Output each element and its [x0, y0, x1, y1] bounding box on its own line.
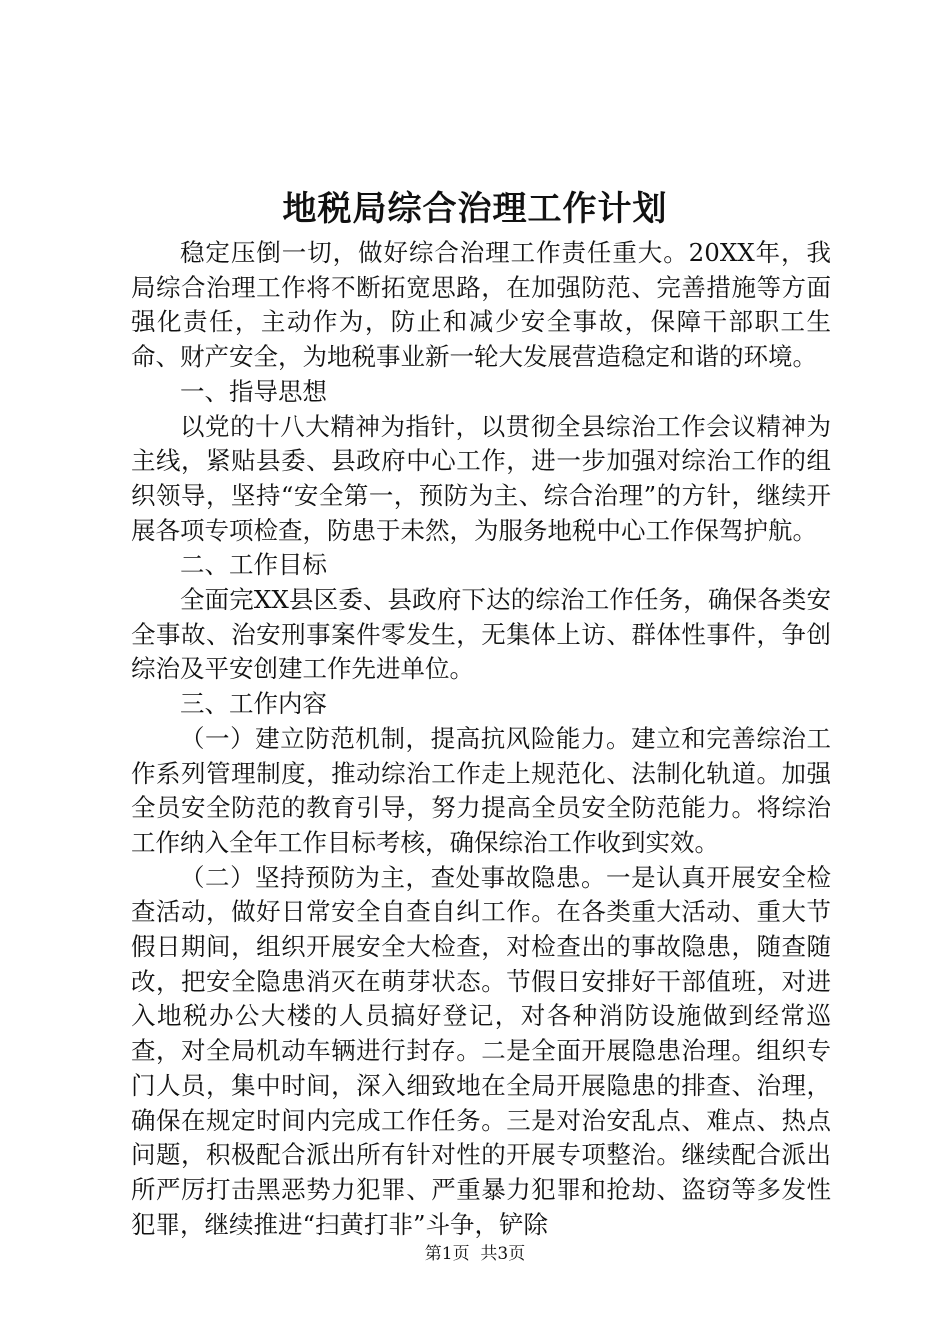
- section-heading-guiding-ideology: 一、指导思想: [180, 376, 327, 406]
- guiding-ideology-paragraph: 以党的十八大精神为指针，以贯彻全县综治工作会议精神为主线，紧贴县委、县政府中心工作，进一步加强对综治工作的组织领导，坚持“安全第一，预防为主、综合治理”的方针，继续开展各项专项检查，防患于未然，为服务地税中心工作保驾护航。: [131, 411, 831, 545]
- work-goals-paragraph: 全面完XX县区委、县政府下达的综治工作任务，确保各类安全事故、治安刑事案件零发生，无集体上访、群体性事件，争创综治及平安创建工作先进单位。: [131, 585, 831, 684]
- section-heading-work-content: 三、工作内容: [180, 689, 327, 719]
- work-content-item-2: （二）坚持预防为主，查处事故隐患。一是认真开展安全检查活动，做好日常安全自查自纠工作。在各类重大活动、重大节假日期间，组织开展安全大检查，对检查出的事故隐患，随查随改，把安全隐患消灭在萌芽状态。节假日安排好干部值班，对进入地税办公大楼的人员搞好登记，对各种消防设施做到经常巡查，对全局机动车辆进行封存。二是全面开展隐患治理。组织专门人员，集中时间，深入细致地在全局开展隐患的排查、治理，确保在规定时间内完成工作任务。三是对治安乱点、难点、热点问题，积极配合派出所有针对性的开展专项整治。继续配合派出所严厉打击黑恶势力犯罪、严重暴力犯罪和抢劫、盗窃等多发性犯罪，继续推进“扫黄打非”斗争，铲除: [131, 862, 831, 1239]
- document-title: 地税局综合治理工作计划: [282, 189, 668, 229]
- work-content-item-1: （一）建立防范机制，提高抗风险能力。建立和完善综治工作系列管理制度，推动综治工作走上规范化、法制化轨道。加强全员安全防范的教育引导，努力提高全员安全防范能力。将综治工作纳入全年工作目标考核，确保综治工作收到实效。: [131, 723, 831, 857]
- document-body: [131, 236, 831, 1242]
- page-footer: [0, 1242, 950, 1266]
- intro-paragraph: 稳定压倒一切，做好综合治理工作责任重大。20XX年，我局综合治理工作将不断拓宽思路，在加强防范、完善措施等方面强化责任，主动作为，防止和减少安全事故，保障干部职工生命、财产安全，为地税事业新一轮大发展营造稳定和谐的环境。: [131, 238, 831, 372]
- section-heading-work-goals: 二、工作目标: [180, 550, 327, 580]
- page-number-label: 第1页 共3页: [424, 1244, 526, 1264]
